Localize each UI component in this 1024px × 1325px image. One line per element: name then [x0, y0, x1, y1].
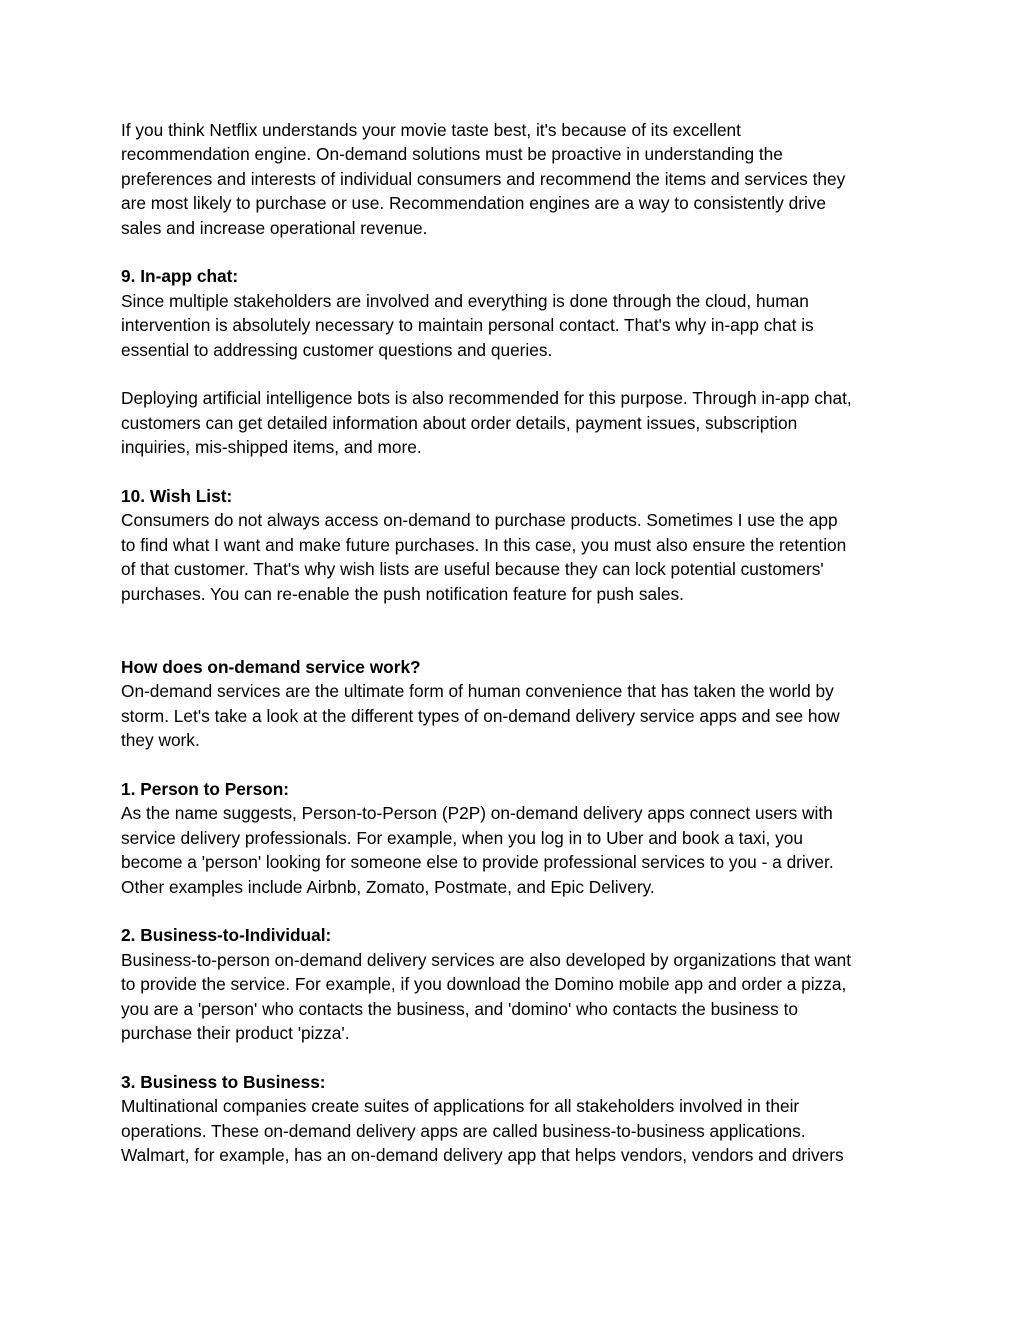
paragraph-wish-list: Consumers do not always access on-demand to purchase products. Sometimes I use the app to find what I want and make future purchases. In this case, you must also ensure the retention of that customer. That's why wish lists are useful because they can lock potential customers' purchases. You can re-enable the push notification feature for push sales. [121, 510, 847, 604]
heading-business-to-business: 3. Business to Business: [121, 1071, 326, 1092]
paragraph-how-on-demand-works: On-demand services are the ultimate form of human convenience that has taken the world by storm. Let's take a look at the different types of on-demand delivery service apps and see how they work. [121, 681, 840, 751]
heading-business-to-individual: 2. Business-to-Individual: [121, 925, 332, 946]
paragraph-business-to-individual: Business-to-person on-demand delivery services are also developed by organizations that want to provide the service. For example, if you download the Domino mobile app and order a pizza, you are a 'person' who contacts the business, and 'domino' who contacts the business to purchase their product 'pizza'. [121, 949, 852, 1043]
paragraph-person-to-person: As the name suggests, Person-to-Person (P2P) on-demand delivery apps connect users with service delivery professionals. For example, when you log in to Uber and book a taxi, you become a 'person' looking for someone else to provide professional services to you - a driver. Other examples include Airbnb, Zomato, Postmate, and Epic Delivery. [121, 803, 834, 897]
heading-in-app-chat: 9. In-app chat: [121, 266, 239, 287]
paragraph-recommendation-engine: If you think Netflix understands your movie taste best, it's because of its excellent recommendation engine. On-demand solutions must be proactive in understanding the preferences and interests of individual consumers and recommend the items and services they are most likely to purchase or use. Recommendation engines are a way to consistently drive sales and increase operational revenue. [121, 120, 846, 238]
paragraph-business-to-business: Multinational companies create suites of applications for all stakeholders involved in their operations. These on-demand delivery apps are called business-to-business applications. Walmart, for example, has an on-demand delivery app that helps vendors, vendors and drivers [121, 1096, 844, 1165]
paragraph-in-app-chat: Since multiple stakeholders are involved and everything is done through the cloud, human intervention is absolutely necessary to maintain personal contact. That's why in-app chat is essential to addressing customer questions and queries. [121, 290, 814, 360]
paragraph-ai-bots: Deploying artificial intelligence bots is also recommended for this purpose. Through in-app chat, customers can get detailed information about order details, payment issues, subscription inquiries, mis-shipped items, and more. [121, 388, 852, 458]
heading-wish-list: 10. Wish List: [121, 486, 233, 507]
document-page [121, 118, 911, 1167]
heading-how-on-demand-works: How does on-demand service work? [121, 656, 421, 677]
heading-person-to-person: 1. Person to Person: [121, 778, 290, 799]
